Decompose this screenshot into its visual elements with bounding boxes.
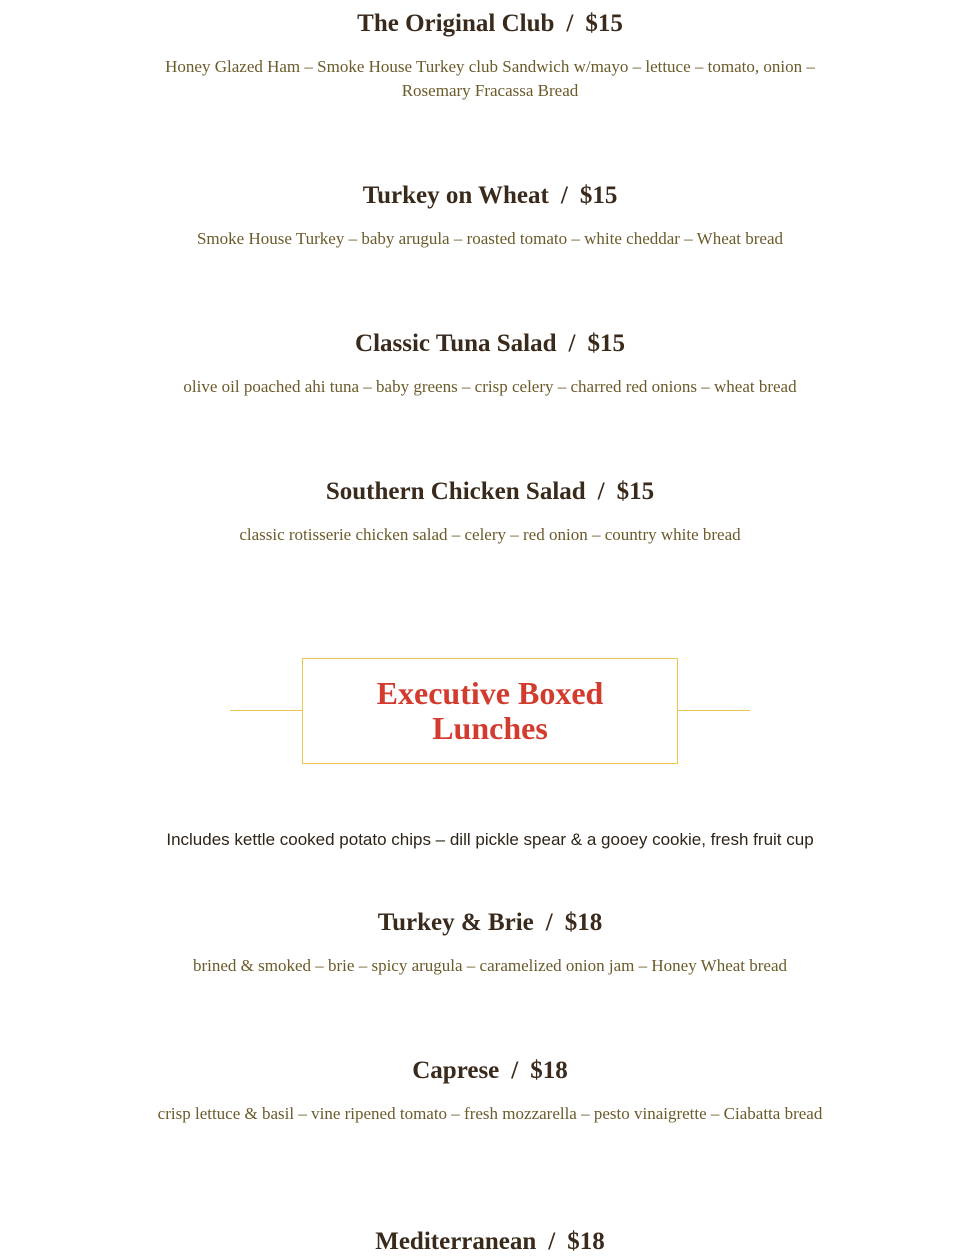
menu-item-description: Smoke House Turkey – baby arugula – roasted tomato – white cheddar – Wheat bread: [196, 229, 784, 248]
menu-item-description: crisp lettuce & basil – vine ripened tomato – fresh mozzarella – pesto vinaigrette – Ciabatta bread: [157, 1104, 823, 1123]
section-includes-note: Includes kettle cooked potato chips – dill pickle spear & a gooey cookie, fresh fruit cup: [166, 830, 814, 849]
menu-item-caprese: [0, 1056, 965, 1126]
menu-item-price: $15: [616, 478, 655, 505]
menu-item-title: [0, 329, 965, 359]
menu-item-classic-tuna-salad: [0, 329, 965, 399]
menu-item-name: Classic Tuna Salad: [355, 330, 557, 357]
menu-item-original-club: [0, 9, 965, 103]
menu-item-description: classic rotisserie chicken salad – celery – red onion – country white bread: [239, 525, 741, 544]
menu-item-title: [0, 477, 965, 507]
price-separator: /: [566, 10, 574, 37]
menu-item-southern-chicken-salad: [0, 477, 965, 547]
menu-item-title: [0, 9, 965, 39]
menu-item-turkey-brie: [0, 908, 965, 978]
menu-item-price: $15: [579, 182, 618, 209]
menu-item-title: [0, 1056, 965, 1086]
menu-item-title: [0, 181, 965, 211]
menu-item-price: $15: [585, 10, 623, 37]
menu-item-mediterranean: [0, 1227, 965, 1257]
price-separator: /: [568, 330, 576, 357]
menu-item-price: $18: [530, 1057, 568, 1084]
menu-item-description: brined & smoked – brie – spicy arugula – caramelized onion jam – Honey Wheat bread: [192, 956, 788, 975]
menu-item-name: Caprese: [412, 1057, 500, 1084]
price-separator: /: [511, 1057, 519, 1084]
menu-item-name: The Original Club: [357, 10, 555, 37]
menu-item-price: $18: [567, 1228, 605, 1255]
menu-item-price: $15: [587, 330, 625, 357]
section-header-executive-boxed-lunches: [230, 658, 750, 764]
menu-item-name: Turkey on Wheat: [362, 182, 549, 209]
price-separator: /: [548, 1228, 556, 1255]
menu-item-turkey-on-wheat: [0, 181, 965, 251]
menu-item-title: [0, 908, 965, 938]
menu-item-price: $18: [564, 909, 603, 936]
section-title-box: [302, 658, 678, 764]
section-title: Executive Boxed Lunches: [376, 675, 604, 746]
price-separator: /: [597, 478, 605, 505]
price-separator: /: [545, 909, 553, 936]
menu-item-title: [0, 1227, 965, 1257]
menu-item-name: Mediterranean: [375, 1228, 537, 1255]
menu-item-description: olive oil poached ahi tuna – baby greens – crisp celery – charred red onions – wheat bread: [183, 377, 797, 396]
menu-item-description: Honey Glazed Ham – Smoke House Turkey club Sandwich w/mayo – lettuce – tomato, onion – Rosemary Fracassa Bread: [165, 57, 815, 100]
price-separator: /: [560, 182, 568, 209]
section-divider-left: [230, 710, 302, 711]
menu-item-name: Turkey & Brie: [377, 909, 534, 936]
section-divider-right: [678, 710, 750, 711]
menu-item-name: Southern Chicken Salad: [325, 478, 586, 505]
